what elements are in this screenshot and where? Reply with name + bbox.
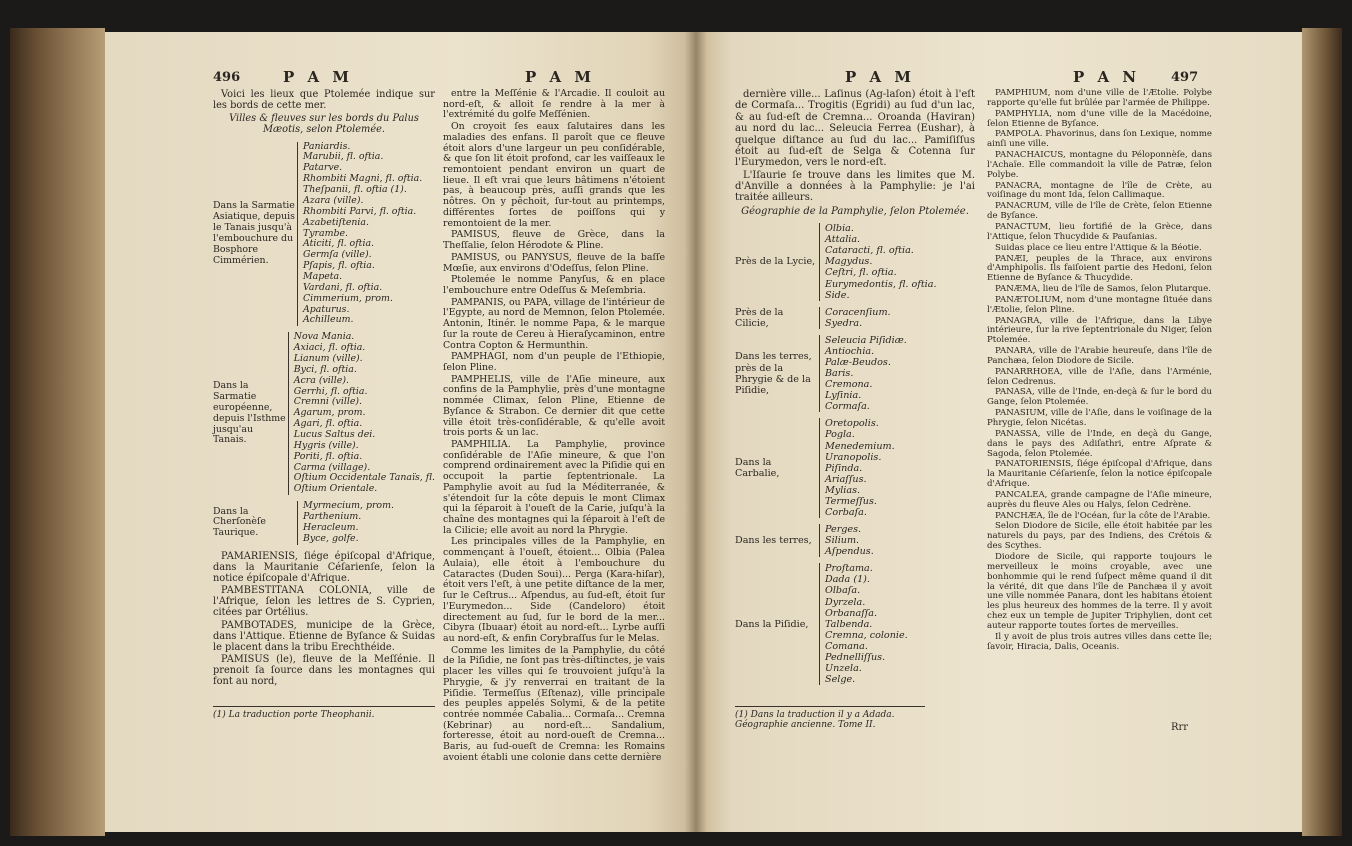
entries: [213, 551, 435, 688]
entry-paragraph: PAMBESTITANA COLONIA, ville de l'Afrique, ſelon les lettres de S. Cyprien, citées par Ortélius.: [213, 585, 435, 619]
entry-paragraph: PANÆMA, lieu de l'île de Samos, ſelon Plutarque.: [995, 284, 1211, 295]
place-name: Myrmecium, prom.: [303, 500, 394, 512]
entry-paragraph: Les principales villes de la Pamphylie, en commençant à l'oueſt, étoient... Olbia (Palea Aulaia), elle étoit à l'embouchure du Cataractes (Duden Soui)... Perga (Kara-hiſar), étoit vers l'eſt, à une petite diſtance de la mer, ſur le Ceſtrus... Aſpendus, au ſud-eſt, étoit ſur l'Eurymedon... Side (Candeloro) étoit directement au ſud, ſur le bord de la mer... Cibyra (Ibuaar) étoit au nord-eſt... Lyrbe auſſi au nord-eſt, & enfin Corybraſſus ſur le Melas.: [443, 536, 665, 644]
right-column-2: [987, 89, 1212, 653]
entry-paragraph: PANCALEA, grande campagne de l'Aſie mineure, auprès du fleuve Ales ou Halys, ſelon Cedrène.: [987, 489, 1212, 510]
running-header: P A M: [525, 68, 595, 86]
entry-paragraph: PANÆI, peuples de la Thrace, aux environs d'Amphipolis. Ils faiſoient partie des Hedoni, ſelon Etienne de Byſance & Thucydide.: [987, 253, 1212, 284]
brace-list: [819, 335, 907, 413]
place-name: Rhombiti Parvi, fl. oftia.: [303, 205, 417, 217]
entry-paragraph: PAMPOLA. Phavorinus, dans ſon Lexique, nomme ainſi une ville.: [987, 129, 1212, 150]
place-name: Termeſſus.: [825, 495, 877, 507]
place-group: [735, 524, 975, 557]
page-number: 496: [213, 70, 241, 85]
section-title: Villes & fleuves sur les bords du Palus Mæotis, selon Ptolemée.: [229, 113, 419, 136]
entry-paragraph: PAMBOTADES, municipe de la Grèce, dans l'Attique. Etienne de Byſance & Suidas le placent dans la tribu Erechthéide.: [213, 619, 435, 653]
place-name: Agari, fl. oftia.: [293, 418, 363, 430]
place-name: Azabetiſtenia.: [303, 216, 370, 228]
place-name: Antiochia.: [825, 345, 875, 357]
footnote: [735, 706, 925, 730]
left-column-2: [443, 89, 665, 765]
place-name: Dada (1).: [825, 574, 870, 586]
footer-title: Géographie ancienne. Tome II.: [735, 720, 876, 730]
entry-paragraph: PANACRA, montagne de l'île de Crète, au voiſinage du mont Ida, ſelon Callimaque.: [987, 180, 1212, 201]
entry-paragraph: PAMPHILIA. La Pamphylie, province conſidérable de l'Aſie mineure, & que l'on comprend ordinairement avec la Piſidie qui en occupoit la partie ſeptentrionale. La Pamphylie avoit au ſud la Méditerranée, & s'étendoit ſur la côte depuis le mont Climax qui la ſéparoit à l'oueſt de la Carie, juſqu'à la chaîne des montagnes qui la ſéparoit à l'eſt de la Cilicie; elle avoit au nord la Phrygie.: [443, 439, 665, 536]
right-page: [695, 32, 1302, 832]
entry-paragraph: PAMPHIUM, nom d'une ville de l'Ætolie. Polybe rapporte qu'elle fut brûlée par l'armée de Philippe.: [987, 88, 1212, 108]
place-group: [735, 307, 975, 329]
region-label: Dans les terres, près de la Phrygie & de la Piſidie,: [735, 351, 812, 396]
entry-paragraph: PANACTUM, lieu fortifié de la Grèce, dans l'Attique, ſelon Thucydide & Pauſanias.: [987, 221, 1212, 242]
place-name: Apaturus.: [303, 303, 350, 315]
entry-paragraph: PANACHAICUS, montagne du Péloponnèſe, dans l'Achaïe. Elle commandoit la ville de Patræ, ſelon Polybe.: [987, 150, 1212, 180]
entry-paragraph: PAMISUS (le), fleuve de la Meſſénie. Il prenoit ſa ſource dans les montagnes qui font au nord,: [213, 653, 435, 688]
place-name: Perges.: [825, 524, 862, 536]
place-name: Eurymedontis, fl. oftia.: [825, 278, 937, 290]
right-page-edges: [1302, 28, 1342, 836]
brace-list: [297, 142, 422, 327]
place-group: [213, 332, 435, 495]
place-name: Ceſtri, fl. oftia.: [825, 267, 897, 279]
place-name: Tyrambe.: [303, 227, 349, 239]
entries: [735, 89, 975, 204]
entry-paragraph: PAMISUS, ou PANYSUS, fleuve de la baſſe Mœſie, aux environs d'Odeſſus, ſelon Pline.: [443, 251, 665, 274]
brace-list: [297, 501, 394, 544]
place-group: [213, 501, 435, 544]
place-name: Cataracti, fl. oftia.: [825, 245, 914, 257]
footnote-text: (1) Dans la traduction il y a Adada.: [735, 710, 895, 720]
place-group: [213, 142, 435, 327]
entry-paragraph: PANASA, ville de l'Inde, en-deçà & ſur le bord du Gange, ſelon Ptolemée.: [987, 387, 1212, 408]
region-label: Dans la Sarmatie européenne, depuis l'Isthme jusqu'au Tanais.: [213, 380, 286, 446]
place-name: Lianum (ville).: [293, 352, 363, 364]
entry-paragraph: PANÆTOLIUM, nom d'une montagne ſituée dans l'Ætolie, ſelon Pline.: [987, 294, 1212, 315]
running-header: P A N: [1073, 68, 1141, 86]
entry-paragraph: Suidas place ce lieu entre l'Attique & la Béotie.: [995, 242, 1202, 253]
place-name: Byci, fl. oftia.: [293, 363, 357, 375]
region-label: Dans la Sarmatie Asiatique, depuis le Tanais jusqu'à l'embouchure du Bosphore Cimmérien.: [213, 200, 295, 266]
running-header: P A M: [283, 68, 353, 86]
place-name: Comana.: [825, 640, 868, 652]
page-number: 497: [1171, 70, 1199, 85]
place-name: Oſtium Orientale.: [293, 483, 378, 495]
place-name: Ariaſſus.: [825, 473, 867, 485]
place-list: [735, 223, 975, 685]
place-name: Hygris (ville).: [293, 439, 359, 451]
entry-paragraph: PANAGRA, ville de l'Afrique, dans la Libye intérieure, ſur la rive ſeptentrionale du Niger, ſelon Ptolemée.: [987, 315, 1212, 346]
section-title: Géographie de la Pamphylie, ſelon Ptolemée.: [741, 205, 969, 217]
place-group: [735, 223, 975, 301]
region-label: Dans la Piſidie,: [735, 618, 809, 630]
place-name: Rhombiti Magni, fl. oftia.: [303, 173, 423, 185]
region-label: Dans la Cherſonèſe Taurique.: [213, 505, 266, 539]
place-group: [735, 563, 975, 685]
place-name: Orbanaſſa.: [825, 607, 878, 619]
place-name: Baris.: [825, 368, 854, 380]
entry-paragraph: PANCHÆA, île de l'Océan, ſur la côte de l'Arabie.: [995, 510, 1211, 521]
entry-paragraph: PANASIUM, ville de l'Aſie, dans le voiſinage de la Phrygie, ſelon Nicétas.: [987, 408, 1212, 428]
entry-paragraph: PAMISUS, fleuve de Grèce, dans la Theſſalie, ſelon Hérodote & Pline.: [443, 229, 665, 252]
place-name: Acra (ville).: [293, 374, 349, 386]
region-label: Près de la Lycie,: [735, 256, 816, 268]
place-name: Aſpendus.: [825, 546, 874, 558]
place-name: Seleucia Piſidiæ.: [825, 334, 907, 346]
place-name: Dyrzela.: [825, 596, 866, 608]
place-name: Silium.: [825, 535, 860, 547]
place-name: Palæ-Beudos.: [825, 356, 891, 368]
place-name: Nova Mania.: [293, 331, 355, 343]
place-group: [735, 335, 975, 413]
place-name: Paniardis.: [303, 140, 351, 152]
entry-paragraph: Selon Diodore de Sicile, elle étoit habitée par les naturels du pays, par des Indiens, des Crétois & des Scythes.: [987, 521, 1212, 552]
entry-paragraph: L'Iſaurie ſe trouve dans les limites que M. d'Anville a données à la Pamphylie: je l'ai traitée ailleurs.: [735, 169, 975, 204]
brace-list: [288, 332, 435, 495]
place-name: Uranopolis.: [825, 451, 882, 463]
place-name: Germſa (ville).: [303, 249, 372, 261]
place-name: Proſtama.: [825, 563, 873, 575]
place-name: Cremni (ville).: [293, 396, 363, 408]
place-name: Olbaſa.: [825, 585, 861, 597]
region-label: Dans les terres,: [735, 535, 812, 547]
place-name: Syedra.: [825, 317, 863, 329]
left-page: [105, 32, 695, 832]
place-name: Agarum, prom.: [293, 407, 366, 419]
place-name: Achilleum.: [303, 314, 354, 326]
place-name: Selge.: [825, 674, 856, 686]
place-name: Marubii, fl. oftia.: [303, 151, 384, 163]
entry-paragraph: PAMPHELIS, ville de l'Aſie mineure, aux confins de la Pamphylie, près d'une montagne nommée Climax, ſelon Pline, Etienne de Byſance & Strabon. Ce dernier dit que cette ville étoit très-conſidérable, & qu'elle avoit trois ports & un lac.: [443, 373, 665, 439]
place-name: Azara (ville).: [303, 194, 364, 206]
place-name: Axiaci, fl. oftia.: [293, 342, 366, 354]
brace-list: [819, 563, 908, 685]
place-name: Corbaſa.: [825, 507, 867, 518]
entry-paragraph: PAMPANIS, ou PAPA, village de l'intérieur de l'Egypte, au nord de Memnon, ſelon Ptolemée. Antonin, Itinér. le nomme Papa, & le marque ſur la route de Cereu à Hieraſycaminon, entre Contra Copton & Hermunthin.: [443, 296, 665, 351]
place-name: Patarve.: [303, 162, 343, 174]
intro-text: Voici les lieux que Ptolemée indique sur les bords de cette mer.: [213, 89, 435, 112]
place-name: Gerrhi, fl. oftia.: [293, 385, 368, 397]
signature-mark: Rrr: [1171, 722, 1189, 733]
place-name: Oſtium Occidentale Tanaïs, fl.: [293, 472, 435, 484]
place-name: Cimmerium, prom.: [303, 292, 393, 304]
place-name: Theſpanii, fl. oftia (1).: [303, 184, 407, 196]
entry-paragraph: entre la Meſſénie & l'Arcadie. Il couloit au nord-eſt, & alloit ſe rendre à la mer à l'extrémité du golfe Meſſénien.: [443, 88, 665, 121]
region-label: Près de la Cilicie,: [735, 306, 784, 329]
entry-paragraph: PANACRUM, ville de l'île de Crète, ſelon Etienne de Byſance.: [987, 201, 1212, 222]
place-name: Parthenium.: [303, 510, 362, 522]
place-name: Pogla.: [825, 429, 855, 441]
entry-paragraph: PANARRHOEA, ville de l'Aſie, dans l'Arménie, ſelon Cedrenus.: [987, 366, 1212, 387]
entry-paragraph: PAMPHAGI, nom d'un peuple de l'Ethiopie, ſelon Pline.: [443, 351, 665, 373]
place-name: Talbenda.: [825, 618, 873, 630]
place-name: Mapeta.: [303, 270, 343, 282]
place-name: Side.: [825, 289, 850, 301]
brace-list: [819, 307, 891, 329]
place-name: Aticiti, fl. oftia.: [303, 238, 375, 250]
entry-paragraph: PANARA, ville de l'Arabie heureuſe, dans l'île de Panchæa, ſelon Diodore de Sicile.: [987, 346, 1212, 366]
place-name: Unzela.: [825, 663, 862, 675]
place-name: Cremona.: [825, 379, 873, 391]
place-name: Olbia.: [825, 223, 854, 235]
place-name: Menedemium.: [825, 440, 895, 452]
place-name: Lucus Saltus dei.: [293, 428, 376, 440]
place-name: Cormaſa.: [825, 401, 870, 413]
place-name: Pſapis, fl. oftia.: [303, 260, 375, 272]
brace-list: [819, 418, 895, 518]
place-list: [213, 142, 435, 545]
place-name: Poriti, fl. oftia.: [293, 450, 363, 462]
place-name: Heracleum.: [303, 521, 359, 533]
brace-list: [819, 524, 874, 557]
place-name: Coracenſium.: [825, 306, 891, 318]
entry-paragraph: Ptolemée le nomme Panyſus, & en place l'embouchure entre Odeſſus & Meſembria.: [443, 274, 665, 296]
entry-paragraph: Diodore de Sicile, qui rapporte toujours le merveilleux le moins croyable, avec une bonhommie qui le rend ſuſpect même quand il dit la vérité, dit que dans l'île de Panchæa il y avoit une ville nommée Panara, dont les habitans étoient les plus heureux des hommes de la terre. Il y avoit chez eux un temple de Jupiter Triphylien, dont cet auteur rapporte toutes ſortes de merveilles.: [987, 551, 1212, 631]
place-name: Lyſinia.: [825, 390, 862, 402]
running-header: P A M: [845, 68, 915, 86]
entry-paragraph: PAMARIENSIS, ſiége épiſcopal d'Afrique, dans la Mauritanie Céſarienſe, ſelon la notice épiſcopale d'Afrique.: [213, 550, 435, 584]
entry-paragraph: Comme les limites de la Pamphylie, du côté de la Piſidie, ne ſont pas très-diſtinctes, je vais placer les villes qui ſe trouvoient juſqu'à la Phrygie, & j'y renverrai en traitant de la Piſidie. Termeſſus (Eſtenaz), ville principale des peuples appelés Solymi, & de la petite contrée nommée Cabalia... Cormaſa... Cremna (Kebrinar) au nord-eſt... Sandalium, forteresse, étoit au nord-oueſt de Cremna... Baris, au ſud-oueſt de Cremna: les Romains avoient établi une colonie dans cette dernière: [443, 644, 665, 763]
place-name: Attalia.: [825, 234, 861, 246]
brace-list: [819, 223, 937, 301]
entry-paragraph: PANATORIENSIS, ſiége épiſcopal d'Afrique, dans la Mauritanie Céſarienſe, ſelon la notice épiſcopale d'Afrique.: [987, 459, 1212, 490]
place-group: [735, 418, 975, 518]
entry-paragraph: On croyoit ſes eaux ſalutaires dans les maladies des enfans. Il paroît que ce fleuve étoit alors d'une largeur un peu conſidérable, & que ſon lit étoit profond, car les vaiſſeaux le remontoient pendant environ un quart de lieue. Il eſt vrai que leurs bâtimens n'étoient pas, à beaucoup près, auſſi grands que les nôtres. On y pêchoit, ſur-tout au printemps, différentes ſortes de poiſſons qui y remontoient de la mer.: [443, 121, 665, 229]
entry-paragraph: PAMPHYLIA, nom d'une ville de la Macédoine, ſelon Etienne de Byſance.: [987, 108, 1212, 129]
right-column-1: [735, 89, 975, 691]
left-column-1: [213, 89, 435, 688]
place-name: Carma (village).: [293, 461, 371, 473]
gutter-shadow: [685, 32, 707, 832]
place-name: Piſinda.: [825, 462, 863, 474]
place-name: Vardani, fl. oftia.: [303, 281, 383, 293]
place-name: Pednelliſſus.: [825, 651, 886, 663]
region-label: Dans la Carbalie,: [735, 457, 780, 480]
place-name: Mylias.: [825, 484, 861, 496]
entry-paragraph: Il y avoit de plus trois autres villes dans cette île; ſavoir, Hiracia, Dalis, Oceanis.: [987, 631, 1212, 652]
footnote: (1) La traduction porte Theophanii.: [213, 706, 435, 720]
entry-paragraph: PANASSA, ville de l'Inde, en deçà du Gange, dans le pays des Adiſathri, entre Aſprate & Sagoda, ſelon Ptolemée.: [987, 428, 1212, 459]
place-name: Byce, golfe.: [303, 532, 359, 544]
open-book: [10, 22, 1342, 840]
place-name: Cremna, colonie.: [825, 629, 908, 641]
entry-paragraph: dernière ville... Laſinus (Ag-laſon) étoit à l'eſt de Cormaſa... Trogitis (Egridi) au ſud d'un lac, & au ſud-eſt de Cremna... Oroanda (Haviran) au nord du lac... Seleucia Ferrea (Eushar), à quelque diſtance au ſud du lac... Pamiſiſſus étoit au ſud-eſt de Selga & Cotenna ſur l'Eurymedon, vers le nord-eſt.: [735, 89, 975, 169]
place-name: Magydus.: [825, 256, 873, 268]
place-name: Oretopolis.: [825, 418, 879, 430]
left-page-edges: [10, 28, 105, 836]
